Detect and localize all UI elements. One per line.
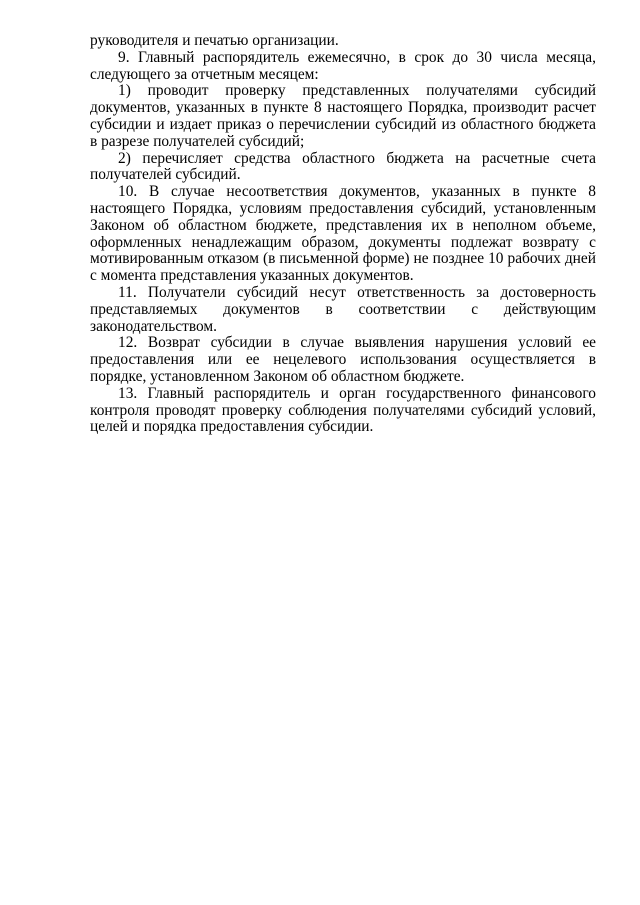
paragraph-10: 10. В случае несоответствия документов, указанных в пункте 8 настоящего Порядка, условиям предоставления субсидий, установленным Законом об областном бюджете, представления их в неполном объеме, оформленных ненадлежащим образом, документы подлежат возврату с мотивированным отказом (в письменной форме) не позднее 10 рабочих дней с момента представления указанных документов. <box>90 183 596 285</box>
paragraph-9-item-1: 1) проводит проверку представленных получателями субсидий документов, указанных в пункте 8 настоящего Порядка, производит расчет субсидии и издает приказ о перечислении субсидий из областного бюджета в разрезе получателей субсидий; <box>90 82 596 150</box>
document-page <box>90 33 596 436</box>
paragraph-9: 9. Главный распорядитель ежемесячно, в срок до 30 числа месяца, следующего за отчетным месяцем: <box>90 48 596 83</box>
paragraph-12: 12. Возврат субсидии в случае выявления нарушения условий ее предоставления или ее нецелевого использования осуществляется в порядке, установленном Законом об областном бюджете. <box>90 334 596 385</box>
paragraph-11: 11. Получатели субсидий несут ответственность за достоверность представляемых документов в соответствии с действующим законодательством. <box>90 283 596 335</box>
paragraph-9-item-2: 2) перечисляет средства областного бюджета на расчетные счета получателей субсидий. <box>90 149 596 184</box>
paragraph-continuation: руководителя и печатью организации. <box>90 32 339 49</box>
paragraph-13: 13. Главный распорядитель и орган государственного финансового контроля проводят проверку соблюдения получателями субсидий условий, целей и порядка предоставления субсидии. <box>90 384 596 436</box>
